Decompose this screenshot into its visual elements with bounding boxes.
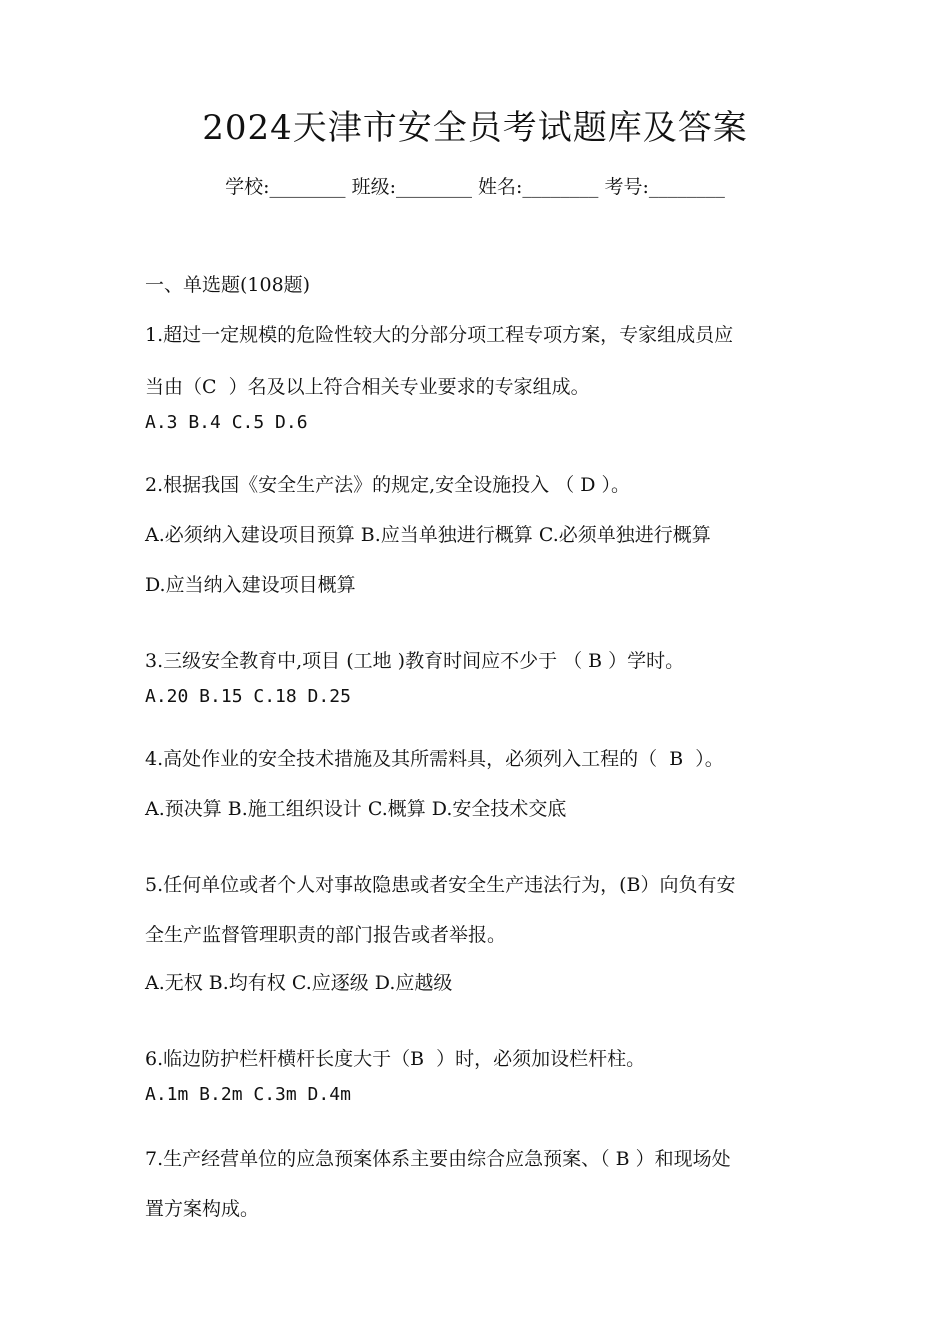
question-5-stem-line-1: 5.任何单位或者个人对事故隐患或者安全生产违法行为，(B）向负有安 <box>145 874 736 896</box>
question-6-stem: 6.临边防护栏杆横杆长度大于（B ）时，必须加设栏杆柱。 <box>145 1048 646 1070</box>
question-3-stem: 3.三级安全教育中,项目 (工地 )教育时间应不少于 （ B ）学时。 <box>145 650 685 672</box>
question-3-options: A.20 B.15 C.18 D.25 <box>145 686 351 707</box>
question-4-stem: 4.高处作业的安全技术措施及其所需料具，必须列入工程的（ B ）。 <box>145 748 724 770</box>
question-2-options-line-1: A.必须纳入建设项目预算 B.应当单独进行概算 C.必须单独进行概算 <box>145 524 711 546</box>
question-4-options: A.预决算 B.施工组织设计 C.概算 D.安全技术交底 <box>145 798 567 820</box>
section-heading: 一、单选题(108题) <box>145 274 311 296</box>
page-title: 2024天津市安全员考试题库及答案 <box>202 108 748 148</box>
question-1-options: A.3 B.4 C.5 D.6 <box>145 412 308 433</box>
question-7-stem-line-1: 7.生产经营单位的应急预案体系主要由综合应急预案、（ B ）和现场处 <box>145 1148 731 1170</box>
question-5-stem-line-2: 全生产监督管理职责的部门报告或者举报。 <box>145 924 507 946</box>
question-1-stem-line-1: 1.超过一定规模的危险性较大的分部分项工程专项方案，专家组成员应 <box>145 324 734 346</box>
question-2-stem: 2.根据我国《安全生产法》的规定,安全设施投入 （ D ）。 <box>145 474 631 496</box>
question-7-stem-line-2: 置方案构成。 <box>145 1198 260 1220</box>
question-5-options: A.无权 B.均有权 C.应逐级 D.应越级 <box>145 972 453 994</box>
question-6-options: A.1m B.2m C.3m D.4m <box>145 1084 351 1105</box>
student-info-line: 学校:________ 班级:________ 姓名:________ 考号:________ <box>225 176 725 198</box>
question-2-options-line-2: D.应当纳入建设项目概算 <box>145 574 356 596</box>
question-1-stem-line-2: 当由（C ）名及以上符合相关专业要求的专家组成。 <box>145 376 590 398</box>
